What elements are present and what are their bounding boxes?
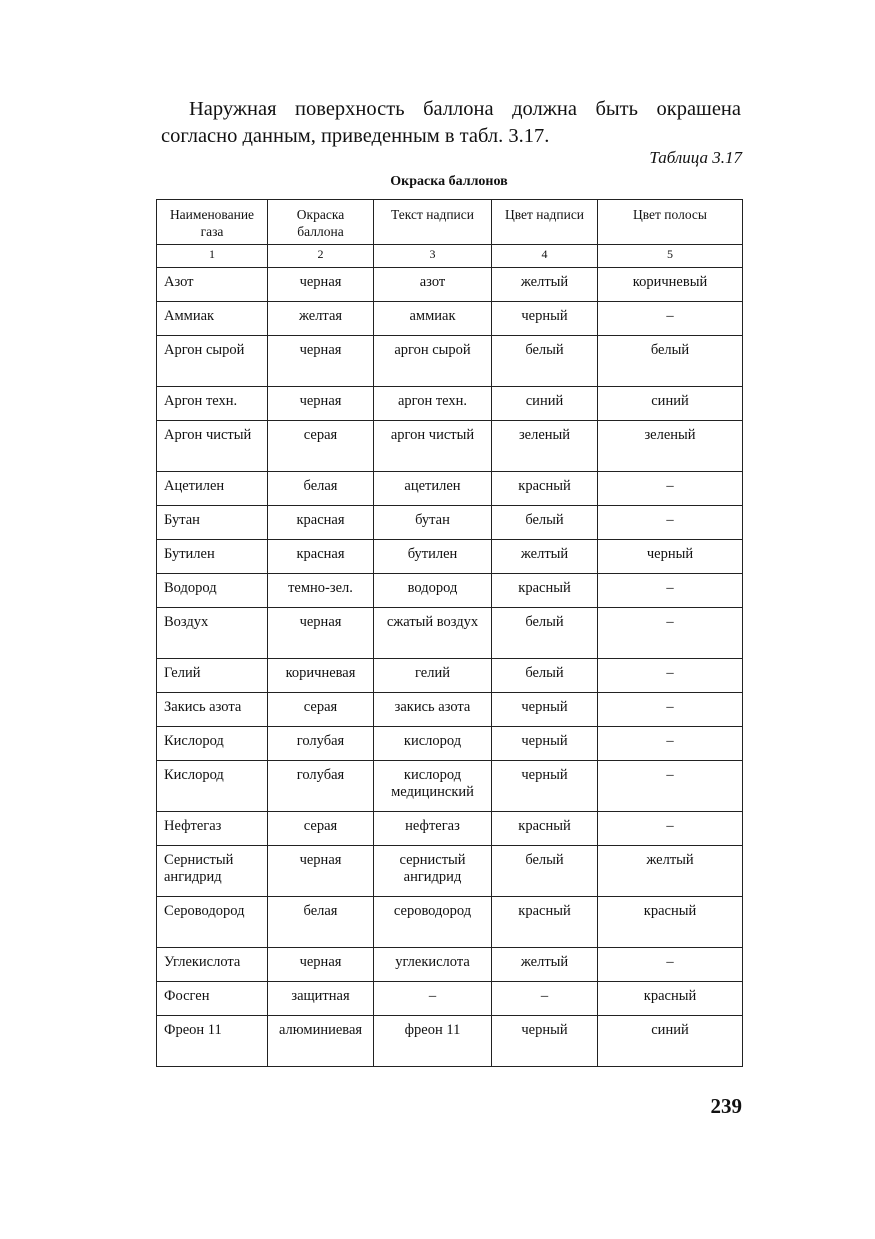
stripe-color-cell: красный (598, 982, 743, 1016)
gas-name-cell: Гелий (157, 659, 268, 693)
label-text-cell: ацетилен (374, 472, 492, 506)
column-number: 5 (598, 245, 743, 268)
label-color-cell: белый (492, 336, 598, 387)
gas-name-cell: Фосген (157, 982, 268, 1016)
label-color-cell: – (492, 982, 598, 1016)
table-row (157, 1016, 743, 1067)
cylinder-color-cell: серая (268, 693, 374, 727)
label-color-cell: белый (492, 506, 598, 540)
gas-name-cell: Нефтегаз (157, 812, 268, 846)
cylinder-color-cell: черная (268, 336, 374, 387)
stripe-color-cell: – (598, 506, 743, 540)
stripe-color-cell: белый (598, 336, 743, 387)
label-text-cell: нефтегаз (374, 812, 492, 846)
label-text-cell: кислород медицинский (374, 761, 492, 812)
table-row (157, 846, 743, 897)
table-row (157, 948, 743, 982)
cylinder-color-cell: желтая (268, 302, 374, 336)
table-number: Таблица 3.17 (649, 148, 742, 167)
label-text-cell: аргон сырой (374, 336, 492, 387)
gas-name-cell: Фреон 11 (157, 1016, 268, 1067)
gas-name-cell: Сероводород (157, 897, 268, 948)
stripe-color-cell: – (598, 727, 743, 761)
gas-name-cell: Воздух (157, 608, 268, 659)
stripe-color-cell: синий (598, 1016, 743, 1067)
cylinder-color-cell: серая (268, 812, 374, 846)
label-text-cell: бутилен (374, 540, 492, 574)
table-title: Окраска баллонов (390, 174, 508, 189)
gas-name-cell: Ацетилен (157, 472, 268, 506)
column-number: 4 (492, 245, 598, 268)
label-text-cell: аргон чистый (374, 421, 492, 472)
cylinder-color-cell: темно-зел. (268, 574, 374, 608)
table-row (157, 659, 743, 693)
label-text-cell: кислород (374, 727, 492, 761)
label-text-cell: закись азота (374, 693, 492, 727)
label-text-cell: азот (374, 268, 492, 302)
cylinder-color-cell: красная (268, 506, 374, 540)
stripe-color-cell: – (598, 302, 743, 336)
gas-name-cell: Аргон техн. (157, 387, 268, 421)
header-gas-name: Наименование газа (157, 200, 268, 245)
label-color-cell: зеленый (492, 421, 598, 472)
cylinder-color-cell: алюминиевая (268, 1016, 374, 1067)
stripe-color-cell: – (598, 574, 743, 608)
label-color-cell: желтый (492, 540, 598, 574)
gas-name-cell: Азот (157, 268, 268, 302)
stripe-color-cell: – (598, 472, 743, 506)
label-color-cell: черный (492, 302, 598, 336)
table-row (157, 897, 743, 948)
cylinder-color-table (156, 199, 743, 1067)
gas-name-cell: Аргон чистый (157, 421, 268, 472)
label-color-cell: синий (492, 387, 598, 421)
cylinder-color-cell: красная (268, 540, 374, 574)
cylinder-color-cell: голубая (268, 727, 374, 761)
stripe-color-cell: синий (598, 387, 743, 421)
cylinder-color-cell: белая (268, 472, 374, 506)
table-row (157, 387, 743, 421)
header-row (157, 200, 743, 245)
stripe-color-cell: зеленый (598, 421, 743, 472)
table-row (157, 812, 743, 846)
label-color-cell: желтый (492, 948, 598, 982)
label-text-cell: углекислота (374, 948, 492, 982)
label-text-cell: гелий (374, 659, 492, 693)
table-row (157, 506, 743, 540)
gas-name-cell: Закись азота (157, 693, 268, 727)
column-number: 1 (157, 245, 268, 268)
cylinder-color-cell: коричневая (268, 659, 374, 693)
stripe-color-cell: черный (598, 540, 743, 574)
header-label-color: Цвет надписи (492, 200, 598, 245)
stripe-color-cell: коричневый (598, 268, 743, 302)
intro-paragraph: Наружная поверхность баллона должна быть окрашена согласно данным, приведенным в табл. 3.17. (161, 98, 741, 147)
gas-name-cell: Бутан (157, 506, 268, 540)
label-text-cell: сероводород (374, 897, 492, 948)
stripe-color-cell: – (598, 659, 743, 693)
header-cylinder-color: Окраска баллона (268, 200, 374, 245)
label-text-cell: – (374, 982, 492, 1016)
label-color-cell: красный (492, 472, 598, 506)
column-number: 2 (268, 245, 374, 268)
gas-name-cell: Аргон сырой (157, 336, 268, 387)
gas-name-cell: Водород (157, 574, 268, 608)
table-row (157, 693, 743, 727)
label-color-cell: красный (492, 897, 598, 948)
cylinder-color-cell: серая (268, 421, 374, 472)
table-row (157, 608, 743, 659)
label-text-cell: фреон 11 (374, 1016, 492, 1067)
label-text-cell: сернистый ангидрид (374, 846, 492, 897)
cylinder-color-cell: голубая (268, 761, 374, 812)
cylinder-color-cell: белая (268, 897, 374, 948)
table-row (157, 540, 743, 574)
cylinder-color-cell: черная (268, 608, 374, 659)
cylinder-color-cell: черная (268, 387, 374, 421)
gas-name-cell: Бутилен (157, 540, 268, 574)
label-color-cell: желтый (492, 268, 598, 302)
column-number: 3 (374, 245, 492, 268)
label-color-cell: белый (492, 659, 598, 693)
label-text-cell: водород (374, 574, 492, 608)
label-color-cell: черный (492, 761, 598, 812)
table-row (157, 268, 743, 302)
table-row (157, 761, 743, 812)
label-color-cell: черный (492, 727, 598, 761)
cylinder-color-cell: черная (268, 846, 374, 897)
table-body (157, 268, 743, 1067)
gas-name-cell: Кислород (157, 761, 268, 812)
label-text-cell: аргон техн. (374, 387, 492, 421)
table-row (157, 574, 743, 608)
stripe-color-cell: – (598, 812, 743, 846)
table-row (157, 302, 743, 336)
stripe-color-cell: желтый (598, 846, 743, 897)
label-text-cell: сжатый воздух (374, 608, 492, 659)
table-row (157, 982, 743, 1016)
cylinder-color-cell: черная (268, 948, 374, 982)
gas-name-cell: Углекислота (157, 948, 268, 982)
table-row (157, 336, 743, 387)
header-stripe-color: Цвет полосы (598, 200, 743, 245)
stripe-color-cell: – (598, 761, 743, 812)
stripe-color-cell: – (598, 948, 743, 982)
label-color-cell: белый (492, 608, 598, 659)
label-text-cell: бутан (374, 506, 492, 540)
header-label-text: Текст надписи (374, 200, 492, 245)
gas-name-cell: Кислород (157, 727, 268, 761)
page-number: 239 (710, 1094, 742, 1118)
gas-name-cell: Аммиак (157, 302, 268, 336)
label-color-cell: черный (492, 1016, 598, 1067)
stripe-color-cell: – (598, 693, 743, 727)
table-row (157, 472, 743, 506)
label-color-cell: красный (492, 574, 598, 608)
cylinder-color-cell: черная (268, 268, 374, 302)
cylinder-color-cell: защитная (268, 982, 374, 1016)
column-number-row (157, 245, 743, 268)
label-color-cell: красный (492, 812, 598, 846)
table-row (157, 421, 743, 472)
stripe-color-cell: красный (598, 897, 743, 948)
label-color-cell: черный (492, 693, 598, 727)
label-color-cell: белый (492, 846, 598, 897)
table-row (157, 727, 743, 761)
label-text-cell: аммиак (374, 302, 492, 336)
stripe-color-cell: – (598, 608, 743, 659)
gas-name-cell: Сернистый ангидрид (157, 846, 268, 897)
